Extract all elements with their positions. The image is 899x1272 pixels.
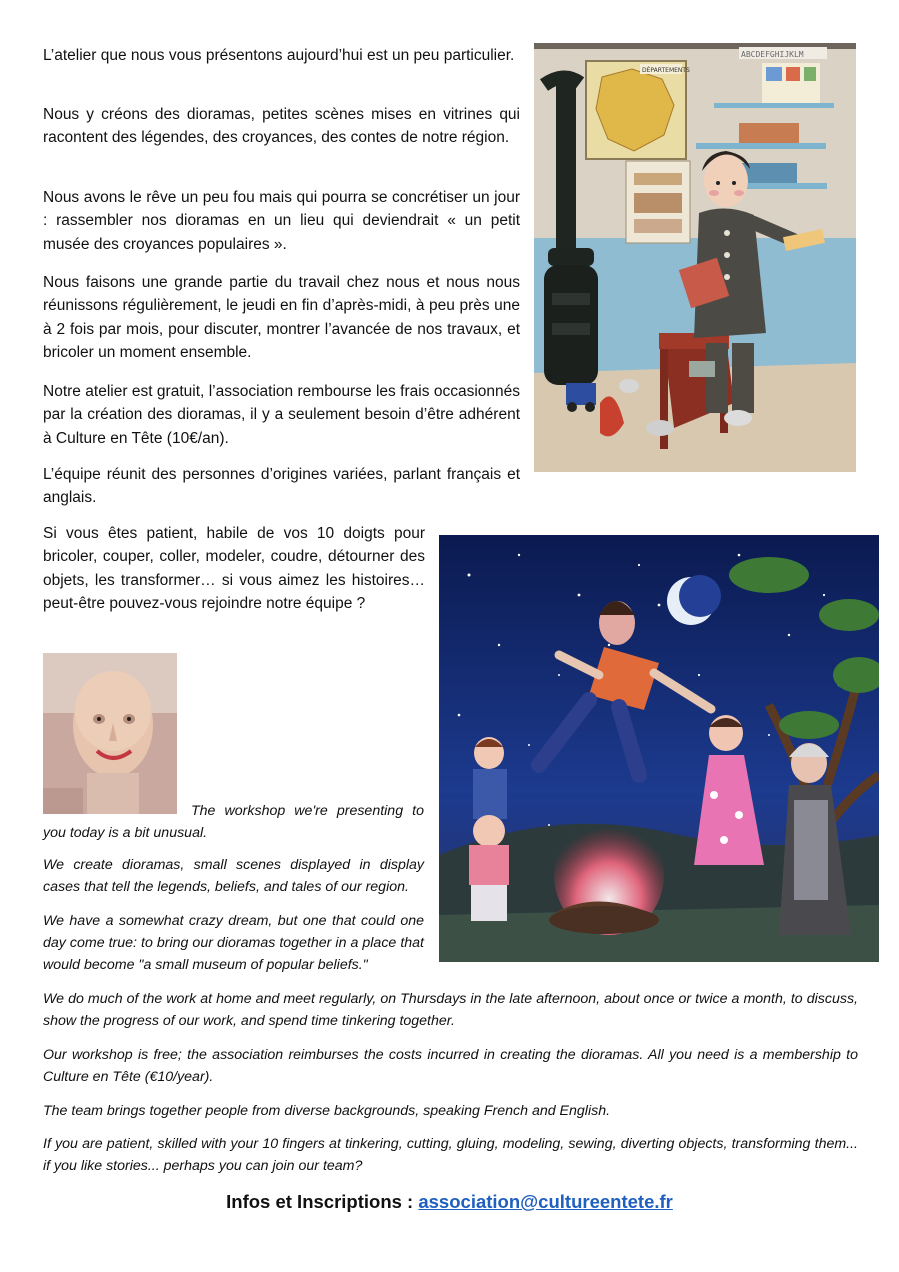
- french-paragraph-6: L’équipe réunit des personnes d’origines variées, parlant français et anglais.: [43, 466, 520, 507]
- english-paragraph-1-line-1: [43, 800, 424, 844]
- alphabet-strip: ABCDEFGHIJKLM: [741, 50, 804, 59]
- contact-email-link[interactable]: association@cultureentete.fr: [418, 1191, 673, 1212]
- classroom-diorama-photo: [534, 43, 856, 472]
- contact-footer: [0, 1191, 899, 1213]
- english-paragraph-1: The workshop we're presenting to you today is a bit unusual.: [43, 803, 424, 841]
- english-paragraph-6: The team brings together people from diverse backgrounds, speaking French and English.: [43, 1103, 611, 1119]
- french-paragraph-5: Notre atelier est gratuit, l’association rembourse les frais occasionnés par la création des dioramas, il y a seulement besoin d’être adhérent à Culture en Tête (10€/an).: [43, 383, 520, 447]
- english-paragraph-7: If you are patient, skilled with your 10 fingers at tinkering, cutting, gluing, modeling, sewing, diverting objects, transforming them... if you like stories... perhaps you can join our team?: [43, 1136, 858, 1174]
- french-paragraph-2: Nous y créons des dioramas, petites scènes mises en vitrines qui racontent des légendes, des croyances, des contes de notre région.: [43, 106, 520, 147]
- contact-label: Infos et Inscriptions :: [226, 1191, 414, 1212]
- english-paragraph-3: We have a somewhat crazy dream, but one that could one day come true: to bring our dioramas together in a place that would become "a small museum of popular beliefs.": [43, 913, 424, 973]
- english-paragraph-4: We do much of the work at home and meet regularly, on Thursdays in the late afternoon, about once or twice a month, to discuss, show the progress of our work, and spend time tinkering together.: [43, 991, 858, 1029]
- french-paragraph-1: L’atelier que nous vous présentons aujourd’hui est un peu particulier.: [43, 47, 515, 64]
- english-paragraph-5: Our workshop is free; the association reimburses the costs incurred in creating the dioramas. All you need is a membership to Culture en Tête (€10/year).: [43, 1047, 858, 1085]
- english-paragraph-2: We create dioramas, small scenes displayed in display cases that tell the legends, beliefs, and tales of our region.: [43, 857, 424, 895]
- night-fire-diorama-photo: [439, 535, 879, 962]
- puppet-face-photo: [43, 653, 177, 814]
- map-title: DÉPARTEMENTS: [642, 67, 690, 74]
- french-paragraph-3: Nous avons le rêve un peu fou mais qui pourra se concrétiser un jour : rassembler nos dioramas en un lieu qui deviendrait « un petit musée des croyances populaires ».: [43, 189, 520, 253]
- french-paragraph-4: Nous faisons une grande partie du travail chez nous et nous nous réunissons régulièrement, le jeudi en fin d’après-midi, à peu près une à 2 fois par mois, pour discuter, montrer l’avancée de nos travaux, et bricoler un moment ensemble.: [43, 274, 520, 362]
- french-paragraph-7: Si vous êtes patient, habile de vos 10 doigts pour bricoler, couper, coller, modeler, coudre, détourner des objets, les transformer… si vous aimez les histoires… peut-être pouvez-vous rejoindre notre équipe ?: [43, 525, 425, 613]
